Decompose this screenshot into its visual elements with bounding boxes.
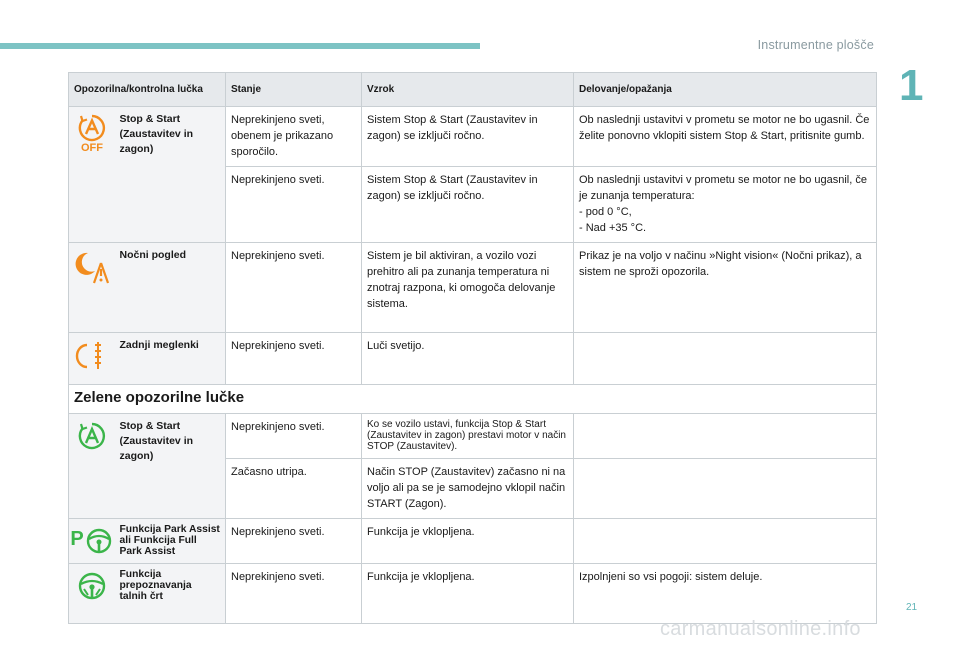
- column-header: Vzrok: [362, 73, 574, 107]
- table-row: [69, 243, 877, 333]
- chapter-number: 1: [899, 61, 924, 110]
- table-header-row: [69, 73, 877, 107]
- icon-cell: [69, 519, 115, 564]
- light-name: Funkcija Park Assist ali Funkcija Full Park Assist: [115, 519, 226, 564]
- table-row: [69, 564, 877, 624]
- svg-text:P: P: [70, 528, 84, 550]
- light-name: Zadnji meglenki: [115, 333, 226, 385]
- table-row: [69, 414, 877, 459]
- cause-cell: Luči svetijo.: [362, 333, 574, 385]
- action-cell: Prikaz je na voljo v načinu »Night vision« (Nočni prikaz), a sistem ne sproži opozorila.: [574, 243, 877, 333]
- watermark: carmanualsonline.info: [660, 618, 861, 640]
- page-number: 21: [906, 602, 918, 613]
- cause-cell: Sistem je bil aktiviran, a vozilo vozi prehitro ali pa zunanja temperatura ni znotraj razpona, ki omogoča delovanje sistema.: [362, 243, 574, 333]
- action-intro: Ob naslednji ustavitvi v prometu se motor ne bo ugasnil, če je zunanja temperatura:: [579, 174, 867, 202]
- column-header: Delovanje/opažanja: [574, 73, 877, 107]
- table-row: [69, 519, 877, 564]
- icon-cell: [69, 414, 115, 519]
- action-cell: [574, 167, 877, 243]
- column-header: Stanje: [226, 73, 362, 107]
- svg-text:OFF: OFF: [80, 142, 103, 153]
- night-vision-icon: [74, 249, 110, 287]
- header-title: Instrumentne plošče: [757, 38, 874, 52]
- rear-fog-light-icon: [75, 339, 109, 373]
- action-cell: [574, 519, 877, 564]
- action-cell: Izpolnjeni so vsi pogoji: sistem deluje.: [574, 564, 877, 624]
- cause-cell: Sistem Stop & Start (Zaustavitev in zagon) se izključi ročno.: [362, 107, 574, 167]
- column-header: Opozorilna/kontrolna lučka: [69, 73, 226, 107]
- stop-start-icon: [76, 420, 108, 452]
- light-name: Stop & Start (Zaustavitev in zagon): [115, 414, 226, 519]
- cause-cell: Funkcija je vklopljena.: [362, 519, 574, 564]
- park-assist-icon: [70, 523, 114, 555]
- state-cell: Neprekinjeno sveti.: [226, 564, 362, 624]
- light-name: Stop & Start (Zaustavitev in zagon): [115, 107, 226, 243]
- action-list-item: - pod 0 °C,: [579, 206, 632, 218]
- stop-start-off-icon: [73, 113, 111, 153]
- action-cell: [574, 459, 877, 519]
- state-cell: Neprekinjeno sveti.: [226, 333, 362, 385]
- table-row: [69, 333, 877, 385]
- state-cell: Neprekinjeno sveti.: [226, 167, 362, 243]
- cause-cell: Ko se vozilo ustavi, funkcija Stop & Start (Zaustavitev in zagon) prestavi motor v način STOP (Zaustavitev).: [362, 414, 574, 459]
- action-cell: [574, 414, 877, 459]
- icon-cell: [69, 564, 115, 624]
- lane-recognition-icon: [75, 570, 109, 602]
- top-accent-bar: [0, 43, 480, 49]
- cause-cell: Sistem Stop & Start (Zaustavitev in zagon) se izključi ročno.: [362, 167, 574, 243]
- state-cell: Neprekinjeno sveti, obenem je prikazano sporočilo.: [226, 107, 362, 167]
- cause-cell: Način STOP (Zaustavitev) začasno ni na voljo ali pa se je samodejno vklopil način START (Zagon).: [362, 459, 574, 519]
- warning-lights-table: [68, 72, 877, 624]
- state-cell: Neprekinjeno sveti.: [226, 414, 362, 459]
- state-cell: Neprekinjeno sveti.: [226, 243, 362, 333]
- action-list-item: - Nad +35 °C.: [579, 222, 647, 234]
- state-cell: Začasno utripa.: [226, 459, 362, 519]
- state-cell: Neprekinjeno sveti.: [226, 519, 362, 564]
- action-cell: Ob naslednji ustavitvi v prometu se motor ne bo ugasnil. Če želite ponovno vklopiti sistem Stop & Start, pritisnite gumb.: [574, 107, 877, 167]
- icon-cell: [69, 243, 115, 333]
- section-header-row: [69, 385, 877, 414]
- light-name: Funkcija prepoznavanja talnih črt: [115, 564, 226, 624]
- section-title: Zelene opozorilne lučke: [69, 385, 877, 414]
- table-row: [69, 107, 877, 167]
- icon-cell: [69, 333, 115, 385]
- action-cell: [574, 333, 877, 385]
- light-name: Nočni pogled: [115, 243, 226, 333]
- cause-cell: Funkcija je vklopljena.: [362, 564, 574, 624]
- icon-cell: [69, 107, 115, 243]
